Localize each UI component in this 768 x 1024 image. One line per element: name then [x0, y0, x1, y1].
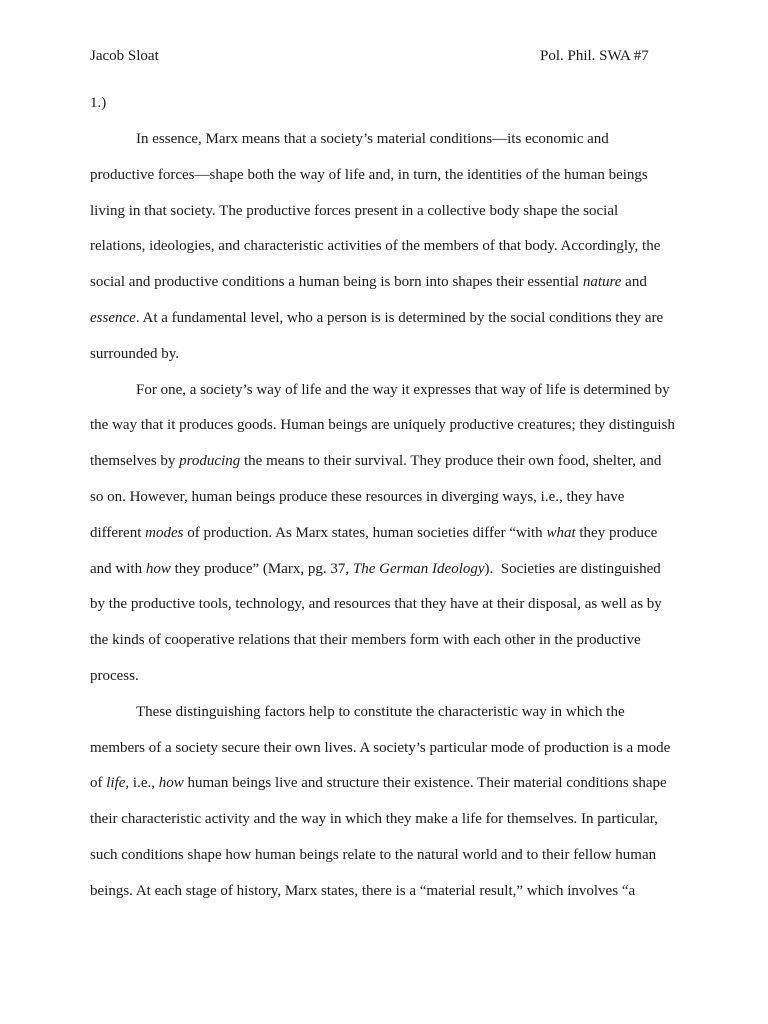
- text-line: [90, 236, 660, 256]
- text-segment: productive forces—shape both the way of life and, in turn, the identities of the human beings: [90, 167, 648, 183]
- text-line: [90, 845, 656, 865]
- text-segment: , i.e.,: [125, 775, 159, 791]
- text-line: [90, 523, 657, 543]
- text-line: [90, 881, 635, 901]
- italic-text: how: [158, 775, 184, 791]
- text-segment: their characteristic activity and the way in which they make a life for themselves. In particular,: [90, 811, 658, 827]
- italic-text: what: [546, 525, 576, 541]
- text-line: [90, 344, 179, 364]
- text-line: [90, 165, 648, 185]
- text-segment: ). Societies are distinguished: [484, 561, 661, 577]
- text-segment: and: [621, 274, 647, 290]
- italic-text: producing: [179, 453, 241, 469]
- italic-text: life: [106, 775, 126, 791]
- text-segment: . At a fundamental level, who a person is is determined by the social conditions they are: [135, 310, 664, 326]
- text-segment: relations, ideologies, and characteristic activities of the members of that body. Accordingly, the: [90, 238, 661, 254]
- text-segment: of production. As Marx states, human societies differ “with: [183, 525, 547, 541]
- text-segment: the means to their survival. They produce their own food, shelter, and: [240, 453, 662, 469]
- text-segment: by the productive tools, technology, and resources that they have at their disposal, as well as by: [90, 596, 662, 612]
- text-segment: they produce: [575, 525, 658, 541]
- text-segment: and with: [90, 561, 146, 577]
- italic-text: nature: [582, 274, 622, 290]
- text-line: [90, 809, 658, 829]
- text-line: [90, 451, 661, 471]
- italic-text: The German Ideology: [352, 561, 485, 577]
- italic-text: how: [145, 561, 171, 577]
- text-segment: process.: [90, 668, 139, 684]
- course-title: Pol. Phil. SWA #7: [540, 48, 649, 64]
- text-line: [90, 308, 663, 328]
- text-segment: such conditions shape how human beings relate to the natural world and to their fellow human: [90, 847, 657, 863]
- text-segment: human beings live and structure their existence. Their material conditions shape: [183, 775, 667, 791]
- text-segment: the way that it produces goods. Human beings are uniquely productive creatures; they distinguish: [90, 417, 675, 433]
- text-line: [90, 594, 662, 614]
- text-line: [90, 738, 670, 758]
- text-segment: members of a society secure their own lives. A society’s particular mode of production is a mode: [90, 740, 671, 756]
- text-line: [90, 272, 647, 292]
- text-line: [136, 129, 609, 149]
- text-segment: of: [90, 775, 107, 791]
- text-segment: beings. At each stage of history, Marx states, there is a “material result,” which involves “a: [90, 883, 636, 899]
- text-line: [90, 666, 139, 686]
- text-segment: social and productive conditions a human being is born into shapes their essential: [90, 274, 583, 290]
- text-line: [90, 559, 661, 579]
- text-segment: so on. However, human beings produce these resources in diverging ways, i.e., they have: [90, 489, 625, 505]
- text-segment: the kinds of cooperative relations that their members form with each other in the productive: [90, 632, 641, 648]
- question-number: 1.): [90, 95, 107, 111]
- text-segment: These distinguishing factors help to constitute the characteristic way in which the: [136, 704, 625, 720]
- text-segment: different: [90, 525, 146, 541]
- text-segment: For one, a society’s way of life and the way it expresses that way of life is determined by: [136, 382, 670, 398]
- text-segment: they produce” (Marx, pg. 37,: [170, 561, 353, 577]
- text-line: [136, 702, 625, 722]
- text-line: [90, 415, 675, 435]
- italic-text: modes: [145, 525, 184, 541]
- text-segment: themselves by: [90, 453, 180, 469]
- text-line: [136, 380, 670, 400]
- text-line: [90, 201, 618, 221]
- text-line: [90, 630, 641, 650]
- text-segment: In essence, Marx means that a society’s material conditions—its economic and: [136, 131, 609, 147]
- text-segment: living in that society. The productive forces present in a collective body shape the social: [90, 203, 619, 219]
- italic-text: essence: [90, 310, 136, 326]
- text-segment: surrounded by.: [90, 346, 180, 362]
- text-line: [90, 773, 667, 793]
- text-line: [90, 487, 624, 507]
- author-name: Jacob Sloat: [90, 48, 159, 64]
